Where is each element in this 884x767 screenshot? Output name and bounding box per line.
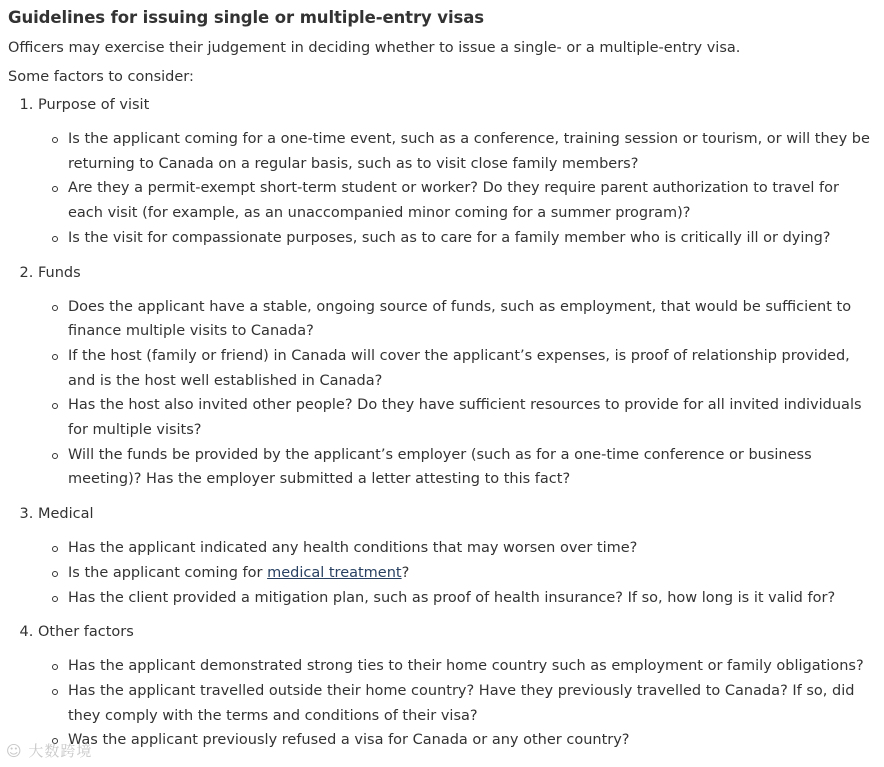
- circle-bullet-icon: [52, 571, 58, 577]
- circle-bullet-icon: [52, 354, 58, 360]
- factor-purpose-of-visit: [38, 95, 870, 251]
- circle-bullet-icon: [52, 689, 58, 695]
- intro-paragraph: Officers may exercise their judgement in deciding whether to issue a single- or a multiple-entry visa.: [8, 40, 741, 56]
- question-item: Does the applicant have a stable, ongoing source of funds, such as employment, that would be sufficient to finance multiple visits to Canada?: [68, 295, 870, 344]
- circle-bullet-icon: [52, 137, 58, 143]
- factor-title: Purpose of visit: [38, 97, 150, 113]
- circle-bullet-icon: [52, 664, 58, 670]
- question-item: Has the applicant demonstrated strong ties to their home country such as employment or family obligations?: [68, 654, 870, 679]
- circle-bullet-icon: [52, 403, 58, 409]
- circle-bullet-icon: [52, 236, 58, 242]
- factors-list: [8, 95, 870, 753]
- factor-title: Medical: [38, 506, 94, 523]
- question-list: [38, 127, 870, 251]
- question-item: Is the applicant coming for a one-time event, such as a conference, training session or tourism, or will they be returning to Canada on a regular basis, such as to visit close family members?: [68, 127, 870, 176]
- question-item: Was the applicant previously refused a visa for Canada or any other country?: [68, 728, 870, 753]
- question-list: [38, 654, 870, 753]
- circle-bullet-icon: [52, 596, 58, 602]
- question-item: Has the applicant indicated any health conditions that may worsen over time?: [68, 536, 870, 561]
- medical-treatment-link[interactable]: medical treatment: [267, 564, 402, 581]
- circle-bullet-icon: [52, 186, 58, 192]
- factor-medical: [38, 504, 870, 610]
- factor-title: Other factors: [38, 624, 134, 641]
- watermark-icon: ☺: [6, 742, 29, 760]
- factors-lead-text: Some factors to consider:: [8, 69, 194, 85]
- circle-bullet-icon: [52, 546, 58, 552]
- guidelines-section: [8, 6, 870, 765]
- factor-funds: [38, 263, 870, 493]
- question-list: [38, 295, 870, 493]
- circle-bullet-icon: [52, 453, 58, 459]
- question-item: If the host (family or friend) in Canada will cover the applicant’s expenses, is proof of relationship provided, and is the host well established in Canada?: [68, 344, 870, 393]
- question-list: [38, 536, 870, 610]
- question-item: Will the funds be provided by the applicant’s employer (such as for a one-time conference or business meeting)? Has the employer submitted a letter attesting to this fact?: [68, 443, 870, 492]
- circle-bullet-icon: [52, 305, 58, 311]
- factor-title: Funds: [38, 264, 81, 281]
- watermark-logo: ☺ 大数跨境: [6, 742, 93, 760]
- question-item: Has the host also invited other people? Do they have sufficient resources to provide for all invited individuals for multiple visits?: [68, 393, 870, 442]
- question-item: Is the visit for compassionate purposes, such as to care for a family member who is critically ill or dying?: [68, 226, 870, 251]
- question-item: Has the applicant travelled outside their home country? Have they previously travelled to Canada? If so, did they comply with the terms and conditions of their visa?: [68, 679, 870, 728]
- section-heading: Guidelines for issuing single or multiple-entry visas: [8, 8, 484, 27]
- question-item: Are they a permit-exempt short-term student or worker? Do they require parent authorization to travel for each visit (for example, as an unaccompanied minor coming for a summer program)?: [68, 176, 870, 225]
- factor-other-factors: [38, 622, 870, 753]
- question-item: Has the client provided a mitigation plan, such as proof of health insurance? If so, how long is it valid for?: [68, 586, 870, 611]
- question-item: Is the applicant coming for medical treatment?: [68, 561, 870, 586]
